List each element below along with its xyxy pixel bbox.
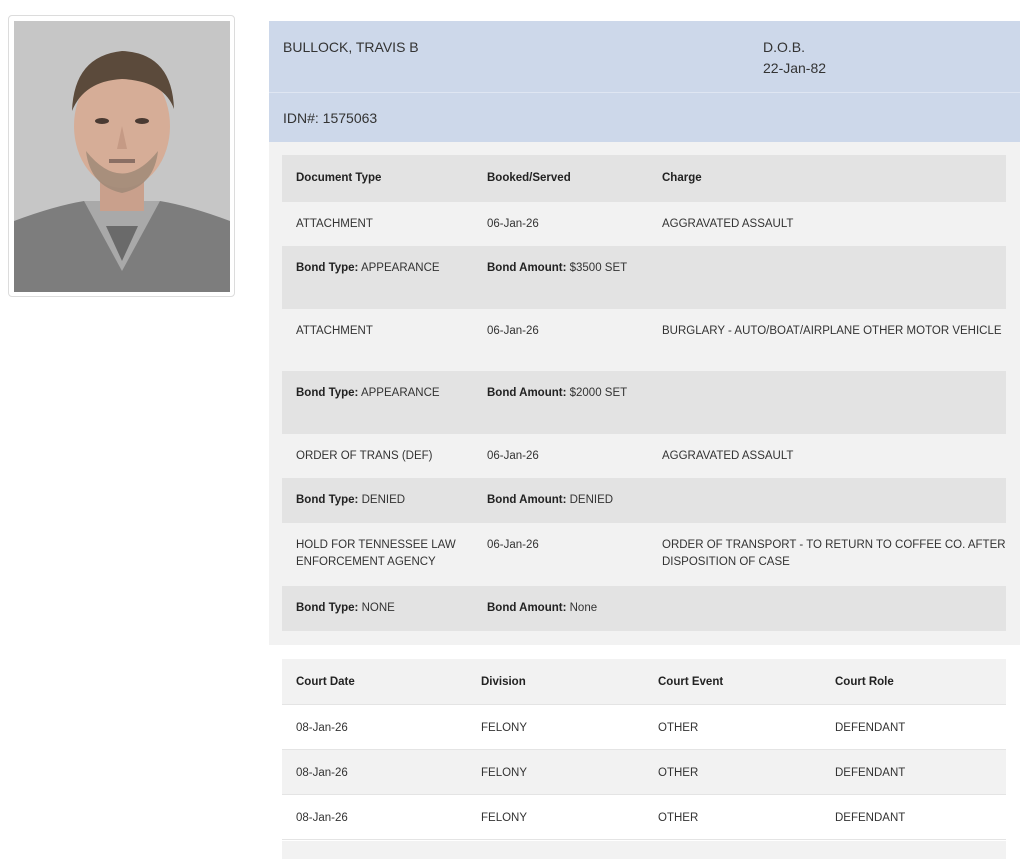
col-header-court-date: Court Date — [296, 676, 355, 688]
bond-type: Bond Type: NONE — [296, 602, 395, 614]
document-type: ORDER OF TRANS (DEF) — [296, 450, 433, 462]
booking-photo — [14, 21, 230, 292]
charges-panel — [269, 142, 1020, 645]
bond-row — [282, 586, 1006, 631]
col-header-booked-served: Booked/Served — [487, 172, 571, 184]
charge-description: ORDER OF TRANSPORT - TO RETURN TO COFFEE CO. AFTER DISPOSITION OF CASE — [662, 539, 1006, 568]
court-role: DEFENDANT — [835, 721, 906, 734]
charge-row — [282, 434, 1006, 478]
charge-row — [282, 523, 1006, 586]
bond-type: Bond Type: APPEARANCE — [296, 387, 440, 399]
booked-date: 06-Jan-26 — [487, 539, 539, 551]
booked-date: 06-Jan-26 — [487, 325, 539, 337]
court-role: DEFENDANT — [835, 811, 906, 824]
court-row — [282, 704, 1006, 749]
document-type: ATTACHMENT — [296, 218, 373, 230]
bond-amount: Bond Amount: DENIED — [487, 494, 614, 506]
dob-value: 22-Jan-82 — [763, 60, 827, 76]
bond-type: Bond Type: DENIED — [296, 494, 406, 506]
col-header-court-event: Court Event — [658, 676, 724, 688]
inmate-name: BULLOCK, TRAVIS B — [283, 39, 419, 55]
col-header-document-type: Document Type — [296, 172, 382, 184]
court-date: 08-Jan-26 — [296, 766, 348, 779]
bond-row — [282, 246, 1006, 309]
bond-amount: Bond Amount: $3500 SET — [487, 262, 628, 274]
charges-table — [282, 155, 1006, 631]
col-header-division: Division — [481, 676, 526, 688]
court-event: OTHER — [658, 721, 699, 734]
booking-photo-card — [8, 15, 235, 297]
court-division: FELONY — [481, 721, 528, 734]
booked-date: 06-Jan-26 — [487, 218, 539, 230]
court-event: OTHER — [658, 811, 699, 824]
court-division: FELONY — [481, 766, 528, 779]
charges-header-row — [282, 155, 1006, 202]
court-date: 08-Jan-26 — [296, 721, 348, 734]
court-row — [282, 749, 1006, 794]
charge-description: AGGRAVATED ASSAULT — [662, 218, 794, 230]
court-division: FELONY — [481, 811, 528, 824]
document-type: HOLD FOR TENNESSEE LAW ENFORCEMENT AGENCY — [296, 539, 456, 568]
charge-description: AGGRAVATED ASSAULT — [662, 450, 794, 462]
court-header-row — [282, 659, 1006, 704]
document-type: ATTACHMENT — [296, 325, 373, 337]
court-role: DEFENDANT — [835, 766, 906, 779]
court-event: OTHER — [658, 766, 699, 779]
charge-row — [282, 309, 1006, 371]
inmate-header — [269, 21, 1020, 142]
dob-label: D.O.B. — [763, 39, 806, 55]
idn-number: IDN#: 1575063 — [283, 110, 378, 126]
col-header-charge: Charge — [662, 172, 702, 184]
booked-date: 06-Jan-26 — [487, 450, 539, 462]
bond-amount: Bond Amount: None — [487, 602, 598, 614]
bond-row — [282, 478, 1006, 523]
bond-type: Bond Type: APPEARANCE — [296, 262, 440, 274]
court-table — [282, 659, 1006, 840]
bond-amount: Bond Amount: $2000 SET — [487, 387, 628, 399]
bond-row — [282, 371, 1006, 434]
col-header-court-role: Court Role — [835, 676, 894, 688]
court-date: 08-Jan-26 — [296, 811, 348, 824]
court-row-partial — [282, 841, 1006, 859]
court-row — [282, 794, 1006, 839]
charge-row — [282, 202, 1006, 246]
charge-description: BURGLARY - AUTO/BOAT/AIRPLANE OTHER MOTOR VEHICLE — [662, 325, 1002, 337]
